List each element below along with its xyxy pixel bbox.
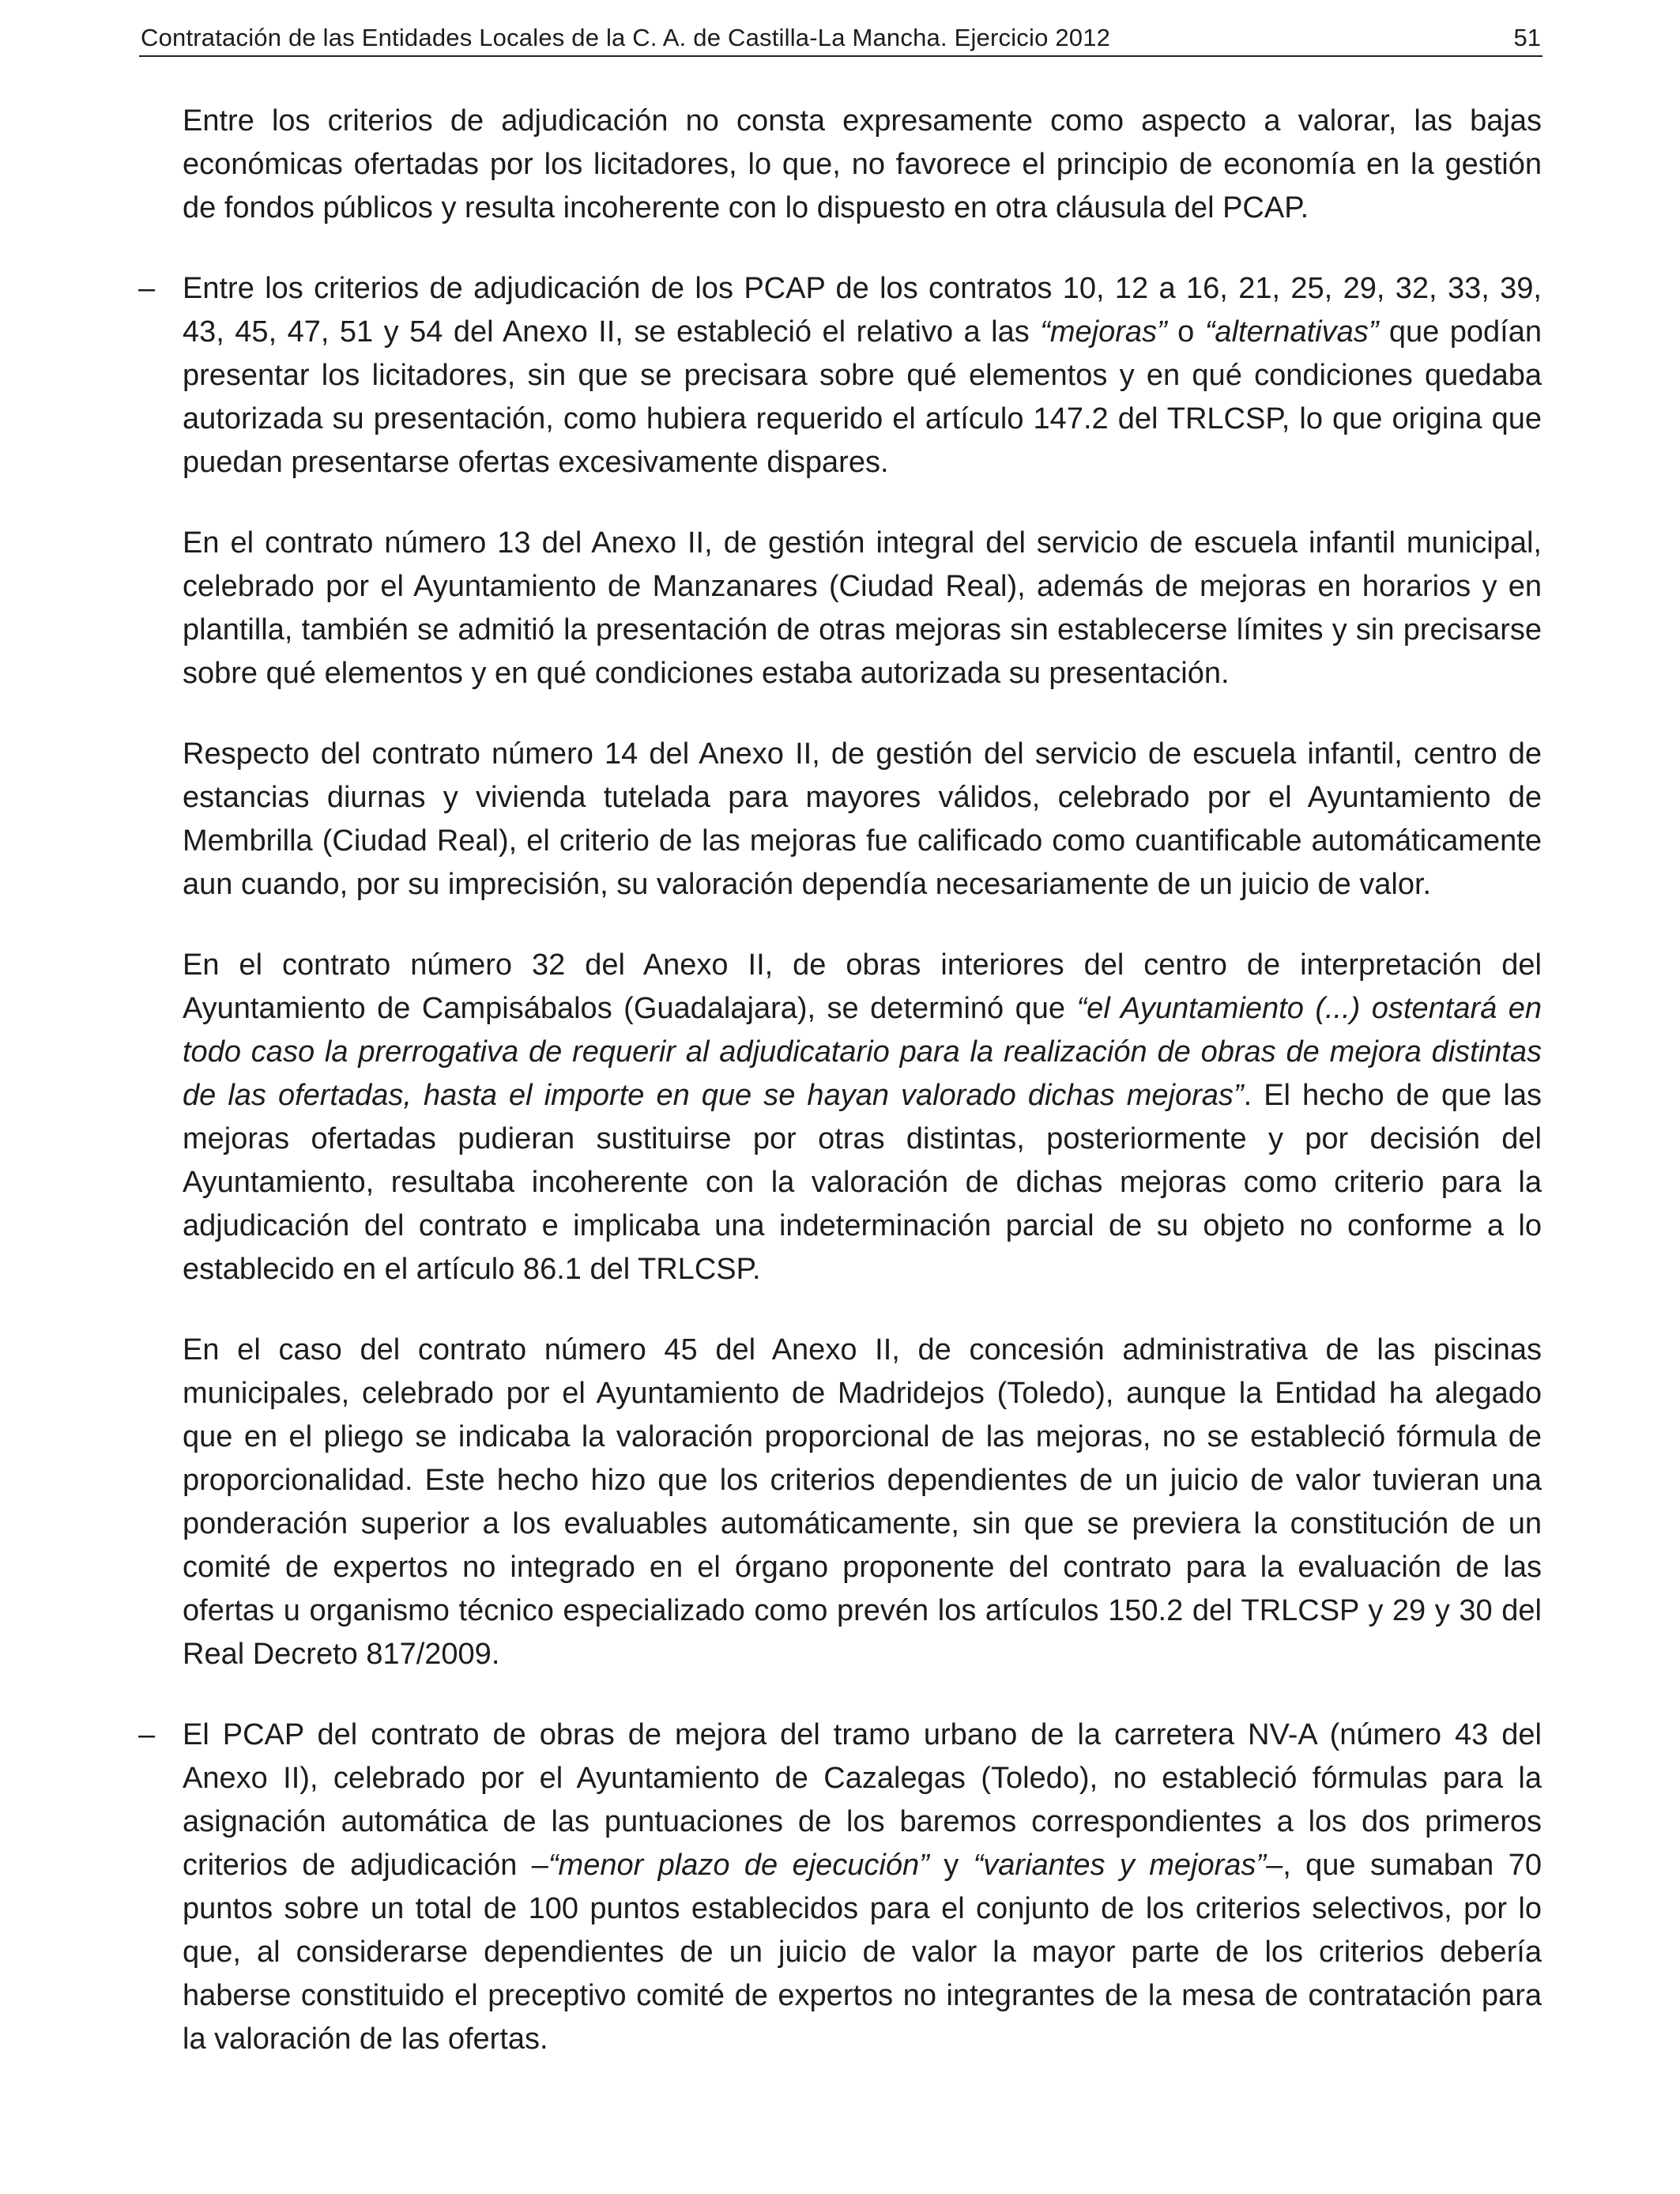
list-dash: – bbox=[138, 1718, 156, 1751]
quoted-term: “variantes y mejoras”– bbox=[973, 1849, 1283, 1882]
paragraph-text: , que sumaban 70 puntos sobre un total de 100 puntos establecidos para el conjunto de los criterios selectivos, por lo que, al considerarse dependientes de un juicio de valor la mayor parte de los criterios debería haberse constituido el preceptivo comité de expertos no integrantes de la mesa de contratación para la valoración de las ofertas. bbox=[183, 1849, 1542, 2056]
body-text bbox=[138, 100, 1543, 2098]
paragraph-text: Entre los criterios de adjudicación de los PCAP de los contratos 10, 12 a 16, 21, 25, 29, 32, 33, 39, 43, 45, 47, 51 y 54 del Anexo II, se estableció el relativo a las bbox=[183, 272, 1542, 349]
paragraph-text: En el contrato número 32 del Anexo II, de obras interiores del centro de interpretación del Ayuntamiento de Campisábalos (Guadalajara), se determinó que bbox=[183, 948, 1542, 1025]
paragraph-contrato-43 bbox=[138, 1713, 1542, 2061]
paragraph-contrato-32 bbox=[183, 944, 1542, 1291]
quoted-term: “mejoras” bbox=[1040, 315, 1167, 349]
paragraph-text: o bbox=[1166, 315, 1205, 349]
quoted-term: –“menor plazo de ejecución” bbox=[531, 1849, 929, 1882]
paragraph-mejoras-alternativas bbox=[138, 267, 1543, 484]
paragraph-text: En el caso del contrato número 45 del Anexo II, de concesión administrativa de las piscinas municipales, celebrado por el Ayuntamiento de Madridejos (Toledo), aunque la Entidad ha alegado que en el pliego se indicaba la valoración proporcional de las mejoras, no se estableció fórmula de proporcionalidad. Este hecho hizo que los criterios dependientes de un juicio de valor tuvieran una ponderación superior a los evaluables automáticamente, sin que se previera la constitución de un comité de expertos no integrado en el órgano proponente del contrato para la evaluación de las ofertas u organismo técnico especializado como prevén los artículos 150.2 del TRLCSP y 29 y 30 del Real Decreto 817/2009. bbox=[183, 1333, 1542, 1671]
paragraph-contrato-45 bbox=[183, 1329, 1542, 1676]
paragraph-bajas-economicas bbox=[183, 100, 1542, 230]
paragraph-contrato-13 bbox=[183, 522, 1542, 696]
paragraph-contrato-14 bbox=[183, 733, 1542, 907]
list-dash: – bbox=[138, 272, 156, 305]
paragraph-text: Respecto del contrato número 14 del Anexo II, de gestión del servicio de escuela infantil, centro de estancias diurnas y vivienda tutelada para mayores válidos, celebrado por el Ayuntamiento de Membrilla (Ciudad Real), el criterio de las mejoras fue calificado como cuantificable automáticamente aun cuando, por su imprecisión, su valoración dependía necesariamente de un juicio de valor. bbox=[183, 737, 1542, 901]
paragraph-text: que podían presentar los licitadores, sin que se precisara sobre qué elementos y en qué condiciones quedaba autorizada su presentación, como hubiera requerido el artículo 147.2 del TRLCSP, lo que origina que puedan presentarse ofertas excesivamente dispares. bbox=[183, 315, 1543, 479]
paragraph-text: Entre los criterios de adjudicación no consta expresamente como aspecto a valorar, las bajas económicas ofertadas por los licitadores, lo que, no favorece el principio de economía en la gestión de fondos públicos y resulta incoherente con lo dispuesto en otra cláusula del PCAP. bbox=[183, 104, 1542, 224]
paragraph-text: El PCAP del contrato de obras de mejora del tramo urbano de la carretera NV-A (número 43 del Anexo II), celebrado por el Ayuntamiento de Cazalegas (Toledo), no estableció fórmulas para la asignación automática de las puntuaciones de los baremos correspondientes a los dos primeros criterios de adjudicación bbox=[183, 1718, 1542, 1882]
quoted-clause: “el Ayuntamiento (...) ostentará en todo caso la prerrogativa de requerir al adjudicatario para la realización de obras de mejora distintas de las ofertadas, hasta el importe en que se hayan valorado dichas mejoras” bbox=[183, 992, 1543, 1112]
running-header bbox=[139, 22, 1543, 57]
paragraph-text: y bbox=[929, 1849, 974, 1882]
running-title: Contratación de las Entidades Locales de la C. A. de Castilla-La Mancha. Ejercicio 2012 bbox=[141, 24, 1111, 51]
paragraph-text: . El hecho de que las mejoras ofertadas pudieran sustituirse por otras distintas, posteriormente y por decisión del Ayuntamiento, resultaba incoherente con la valoración de dichas mejoras como criterio para la adjudicación del contrato e implicaba una indeterminación parcial de su objeto no conforme a lo establecido en el artículo 86.1 del TRLCSP. bbox=[183, 1079, 1543, 1286]
quoted-term: “alternativas” bbox=[1204, 315, 1379, 349]
page-number: 51 bbox=[1513, 24, 1541, 51]
paragraph-text: En el contrato número 13 del Anexo II, de gestión integral del servicio de escuela infantil municipal, celebrado por el Ayuntamiento de Manzanares (Ciudad Real), además de mejoras en horarios y en plantilla, también se admitió la presentación de otras mejoras sin establecerse límites y sin precisarse sobre qué elementos y en qué condiciones estaba autorizada su presentación. bbox=[183, 526, 1542, 690]
